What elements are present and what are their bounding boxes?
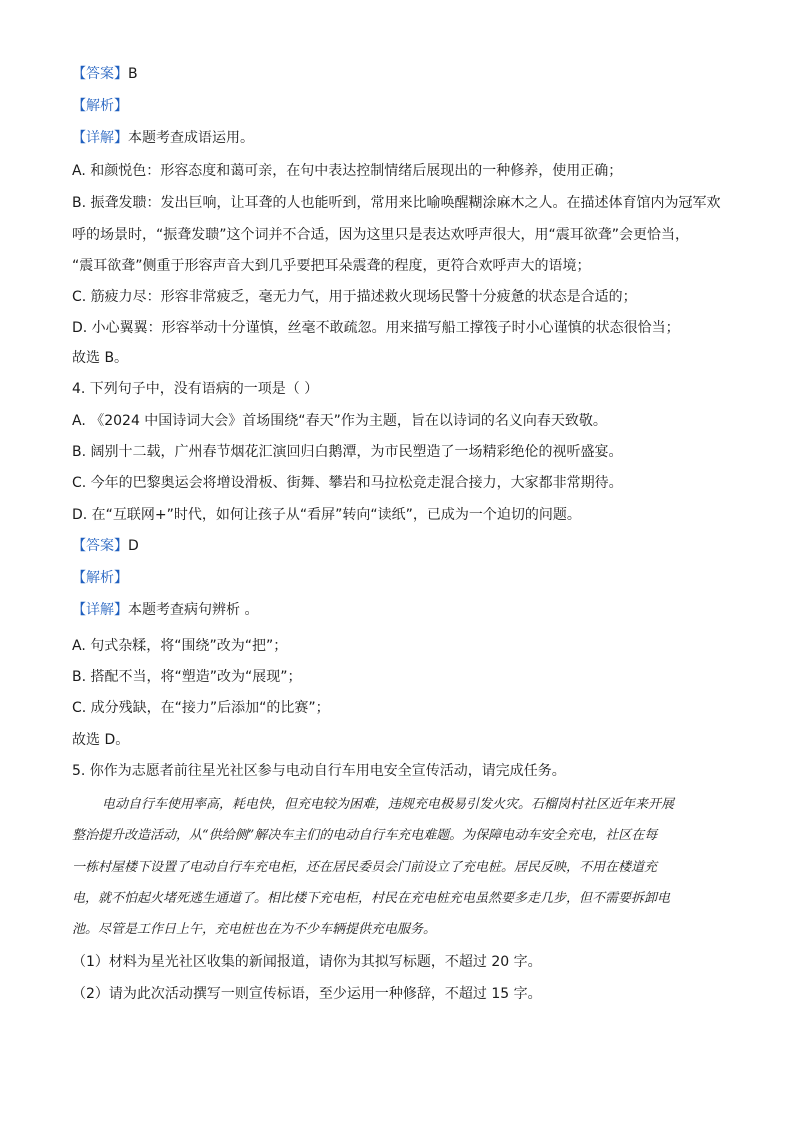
question-4: 4. 下列句子中，没有语病的一项是（ ） [72,381,319,397]
answer-value: B [128,66,138,82]
answer-tag: 【答案】 [72,66,128,82]
answer-tag: 【答案】 [72,538,128,554]
answer-line-1 [72,64,138,84]
question-4-option-d: D. 在“互联网+”时代，如何让孩子从“看屏”转向“读纸”，已成为一个迫切的问题。 [72,507,581,523]
choose-line-2: 故选 D。 [72,732,130,748]
detail-tag: 【详解】 [72,602,128,618]
answer-value: D [128,538,139,554]
question-4-option-a: A. 《2024 中国诗词大会》首场围绕“春天”作为主题，旨在以诗词的名义向春天致敬。 [72,413,607,429]
material-line-4: 电，就不怕起火堵死逃生通道了。相比楼下充电柜，村民在充电桩充电虽然要多走几步，但不需要拆卸电 [72,891,671,906]
explanation-a: A. 句式杂糅，将“围绕”改为“把”； [72,638,288,654]
explanation-b-line-2: 呼的场景时，“振聋发聩”这个词并不合适，因为这里只是表达欢呼声很大，用“震耳欲聋”会更恰当， [72,227,690,243]
explanation-b: B. 搭配不当，将“塑造”改为“展现”； [72,669,302,685]
question-5: 5. 你作为志愿者前往星光社区参与电动自行车用电安全宣传活动，请完成任务。 [72,763,566,779]
explanation-c: C. 筋疲力尽：形容非常疲乏，毫无力气，用于描述救火现场民警十分疲惫的状态是合适的； [72,289,637,305]
explanation-a: A. 和颜悦色：形容态度和蔼可亲，在句中表达控制情绪后展现出的一种修养，使用正确； [72,163,623,179]
explanation-b-line-1: B. 振聋发聩：发出巨响，让耳聋的人也能听到，常用来比喻唤醒糊涂麻木之人。在描述体育馆内为冠军欢 [72,195,721,211]
detail-line-1 [72,128,254,148]
analysis-heading: 【解析】 [72,570,128,586]
question-4-option-b: B. 阔别十二载，广州春节烟花汇演回归白鹅潭，为市民塑造了一场精彩绝伦的视听盛宴。 [72,444,623,460]
detail-tag: 【详解】 [72,130,128,146]
choose-line-1: 故选 B。 [72,350,129,366]
material-line-5: 池。尽管是工作日上午，充电桩也在为不少车辆提供充电服务。 [72,922,437,937]
detail-line-2 [72,600,258,620]
material-line-2: 整治提升改造活动，从“供给侧”解决车主们的电动自行车充电难题。为保障电动车安全充电，社区在每 [72,828,658,843]
answer-line-2 [72,536,139,556]
task-2: （2）请为此次活动撰写一则宣传标语，至少运用一种修辞，不超过 15 字。 [72,986,542,1002]
explanation-b-line-3: “震耳欲聋”侧重于形容声音大到几乎要把耳朵震聋的程度，更符合欢呼声大的语境； [72,258,591,274]
task-1: （1）材料为星光社区收集的新闻报道，请你为其拟写标题，不超过 20 字。 [72,954,542,970]
detail-text: 本题考查病句辨析 。 [128,602,259,618]
explanation-c: C. 成分残缺，在“接力”后添加“的比赛”； [72,700,330,716]
analysis-heading: 【解析】 [72,98,128,114]
explanation-d: D. 小心翼翼：形容举动十分谨慎，丝毫不敢疏忽。用来描写船工撑筏子时小心谨慎的状态很恰当； [72,320,680,336]
question-4-option-c: C. 今年的巴黎奥运会将增设滑板、街舞、攀岩和马拉松竞走混合接力，大家都非常期待。 [72,475,623,491]
material-line-1: 电动自行车使用率高，耗电快，但充电较为困难，违规充电极易引发火灾。石榴岗村社区近年来开展 [102,797,675,812]
detail-text: 本题考查成语运用。 [128,130,254,146]
material-line-3: 一栋村屋楼下设置了电动自行车充电柜，还在居民委员会门前设立了充电桩。居民反映，不用在楼道充 [72,860,658,875]
